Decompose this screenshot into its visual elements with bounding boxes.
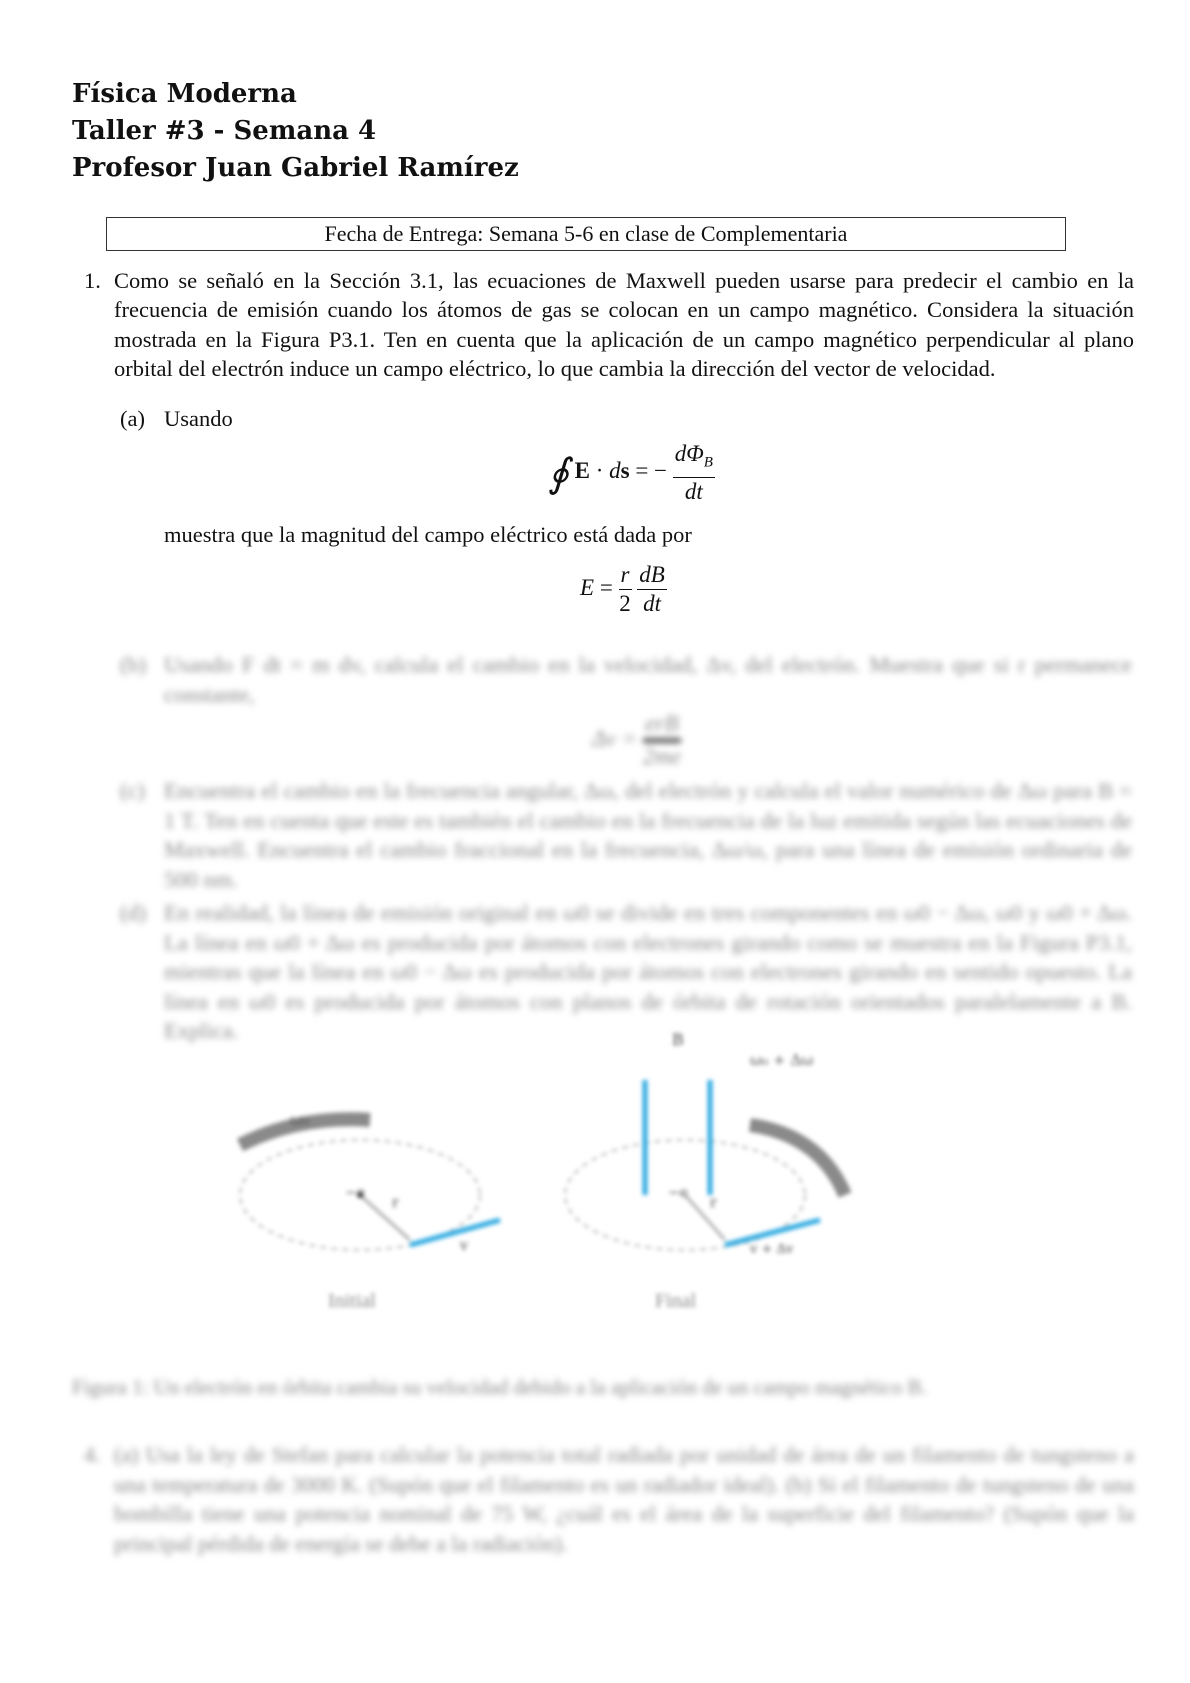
assignment-title: Taller #3 - Semana 4 [72,116,377,146]
problem-number: 1. [84,268,101,293]
fraction-r-over-2 [619,561,632,618]
velocity-label: v [460,1238,468,1254]
B-label: B [672,1030,684,1049]
problem-text: (a) Usa la ley de Stefan para calcular la potencia total radiada por unidad de área de un filamento de tungsteno a una temperatura de 3000 K. (Supón que el filamento es un radiador ideal). (b) Si el filamento de tungsteno de una bombilla tiene una potencia nominal de 75 W, ¿cuál es el área de la superficie del filamento? (Supón que la principal pérdida de energía se debe a la radiación). [114,1442,1134,1556]
velocity-label: v + Δv [750,1242,794,1257]
part-c [120,776,1132,894]
problem-text: Como se señaló en la Sección 3.1, las ecuaciones de Maxwell pueden usarse para predecir el cambio en la frecuencia de emisión cuando los átomos de gas se colocan en un campo magnético. Considera la situación mostrada en la Figura P3.1. Ten en cuenta que la aplicación de un campo magnético perpendicular al plano orbital del electrón induce un campo eléctrico, lo que cambia la dirección del vector de velocidad. [114,268,1134,381]
professor-name: Profesor Juan Gabriel Ramírez [72,153,519,183]
vector-s: s [620,458,630,484]
velocity-vector-initial [410,1220,500,1245]
document-header [72,76,519,187]
lhs: Δv = [592,725,643,751]
part-a-middle [164,520,1064,549]
fraction-dB-dt [637,561,667,618]
rotation-arrow-final [750,1125,845,1195]
numerator: dΦ [674,441,704,466]
denominator: dt [643,591,661,616]
part-label: (b) [120,652,147,677]
numerator: erB [643,710,680,743]
figure-diagram [220,1030,920,1345]
equation-electric-field [580,561,667,618]
lhs-E: E [580,574,595,600]
part-label: (c) [120,778,145,803]
figure-caption: Figura 1: Un electrón en órbita cambia su velocidad debido a la aplicación de un campo magnético B. [72,1375,927,1399]
d-symbol: d [609,458,621,484]
problem-4 [84,1440,1134,1558]
part-text: En realidad, la línea de emisión original en ω0 se divide en tres componentes en ω0 − Δω, ω0 y ω0 + Δω. La línea en ω0 + Δω es producida por átomos con electrones girando como se muestra en la Figura P3.1, mientras que la línea en ω0 − Δω es producida por átomos con electrones girando en sentido opuesto. La línea en ω0 es producida por átomos con planos de órbita de rotación orientados paralelamente a B. Explica. [164,900,1132,1043]
part-text: muestra que la magnitud del campo eléctrico está dada por [164,522,692,547]
radius-line-final [685,1195,725,1240]
part-intro: Usando [164,406,233,431]
part-label: (d) [120,900,147,925]
part-text: Usando F dt = m dv, calcula el cambio en la velocidad, Δv, del electrón. Muestra que si r permanece constante, [164,652,1132,707]
subscript: B [703,454,713,471]
problem-1 [84,266,1134,383]
radius-label: r [710,1195,717,1211]
denominator: 2 [619,591,631,616]
vector-E: E [574,458,590,484]
part-d [120,898,1132,1046]
equals-minus: = − [629,458,668,484]
radius-line-initial [360,1195,410,1240]
numerator: r [619,561,632,590]
denominator: 2me [642,744,682,769]
charge-label: −e [345,1185,366,1201]
part-label: (a) [120,406,145,431]
equals: = [594,574,619,600]
dot-operator: · [589,458,610,484]
deadline-box: Fecha de Entrega: Semana 5-6 en clase de Complementaria [106,217,1066,251]
denominator: dt [684,478,703,504]
problem-number: 4. [84,1442,101,1467]
final-panel [565,1030,845,1257]
contour-integral-symbol: ∮ [548,450,569,496]
numerator: dB [637,561,667,590]
equation-delta-v [592,710,681,771]
omega-label: ω₀ + Δω [750,1051,814,1069]
fraction [643,710,681,771]
figure-electron-orbit [220,1030,920,1345]
flux-fraction [673,440,715,506]
course-title: Física Moderna [72,79,297,109]
caption-initial: Initial [328,1290,376,1312]
omega-label: ω₀ [290,1110,310,1129]
equation-faraday [548,440,715,506]
part-a [120,404,1120,433]
radius-label: r [392,1195,399,1211]
part-text: Encuentra el cambio en la frecuencia angular, Δω, del electrón y calcula el valor numérico de Δω para B = 1 T. Ten en cuenta que este es también el cambio en la frecuencia de la luz emitida según las ecuaciones de Maxwell. Encuentra el cambio fraccional en la frecuencia, Δω/ω, para una línea de emisión ordinaria de 500 nm. [164,778,1132,892]
part-b [120,650,1132,709]
initial-panel [240,1110,500,1254]
caption-final: Final [655,1290,697,1312]
charge-label: −e [668,1185,689,1201]
